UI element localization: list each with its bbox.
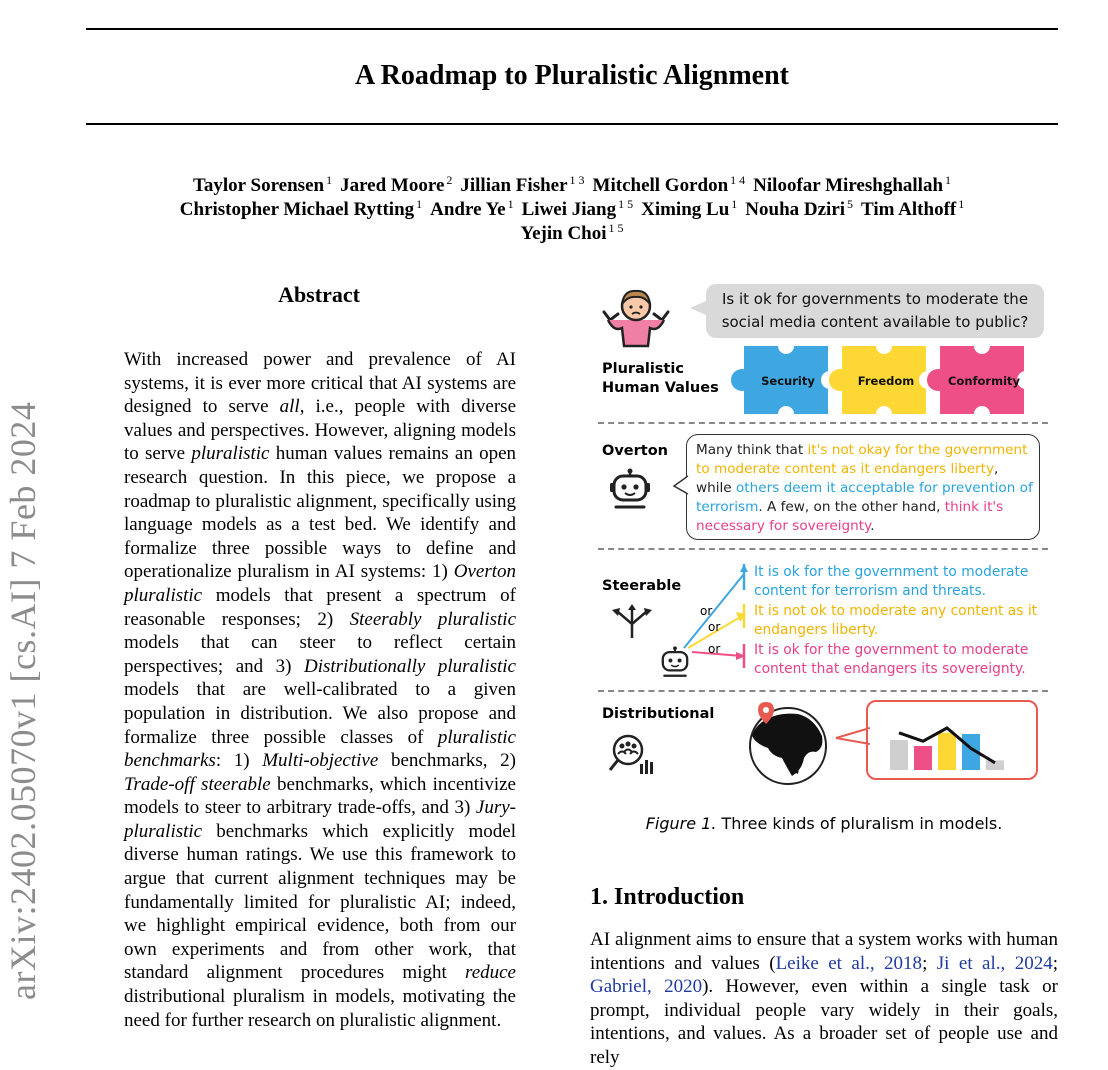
abstract-segment: Overton pluralistic	[124, 561, 516, 606]
author-line-3	[86, 216, 1058, 246]
author-affiliation: 1 5	[618, 197, 634, 211]
author-affiliation: 1	[326, 173, 333, 187]
intro-segment: ). However, even within a single task or prompt, individual people vary widely in their goals, intentions, and values. As a broader set of people use and rely	[590, 976, 1058, 1068]
abstract-segment: reduce	[465, 962, 516, 984]
intro-segment: ;	[1052, 952, 1058, 974]
distribution-bar	[938, 733, 956, 770]
label-overton: Overton	[602, 443, 668, 459]
overton-box-tail	[672, 474, 690, 496]
abstract-segment: all	[279, 396, 300, 418]
paper-title: A Roadmap to Pluralistic Alignment	[354, 60, 789, 91]
label-human-values: Human Values	[602, 380, 719, 396]
author-affiliation: 1 3	[569, 173, 585, 187]
citation-link[interactable]: Gabriel, 2020	[590, 976, 703, 998]
value-label: Security	[761, 374, 815, 388]
steer-option-3: It is ok for the government to moderate content that endangers its sovereignty.	[754, 642, 1029, 677]
overton-segment: , while	[696, 461, 999, 496]
figure-divider-2	[598, 548, 1048, 550]
abstract-segment: Trade-off steerable	[124, 773, 271, 795]
author-name: Andre Ye $^1$	[430, 197, 514, 221]
author-name: Taylor Sorensen $^1$	[192, 173, 333, 197]
abstract-segment: pluralistic benchmarks	[124, 726, 516, 772]
label-pluralistic: Pluralistic	[602, 361, 684, 377]
author-name: Jillian Fisher $^{1 3}$	[460, 173, 585, 197]
figure-divider-3	[598, 690, 1048, 692]
bubble-tail	[688, 298, 708, 318]
label-steerable: Steerable	[602, 578, 682, 594]
author-name: Jared Moore $^2$	[340, 173, 453, 197]
value-puzzle-freedom	[829, 344, 937, 416]
overton-segment: Many think that	[696, 442, 808, 458]
overton-response-text	[696, 441, 1036, 536]
section-heading-introduction: 1. Introduction	[590, 884, 745, 910]
citation-link[interactable]: Leike et al., 2018	[775, 952, 923, 974]
value-label: Conformity	[947, 374, 1021, 388]
abstract-heading: Abstract	[278, 282, 360, 307]
overton-segment: .	[870, 518, 875, 534]
introduction-text	[590, 928, 1058, 1070]
steer-option-2: It is not ok to moderate any content as it endangers liberty.	[754, 603, 1038, 638]
author-affiliation: 1 4	[730, 173, 746, 187]
caption-text: Three kinds of pluralism in models.	[716, 814, 1003, 833]
overton-segment: . A few, on the other hand,	[758, 499, 945, 515]
abstract-segment: Jury-pluralistic	[124, 797, 516, 842]
title-rule-top	[86, 28, 1058, 30]
author-name: Tim Althoff $^1$	[861, 197, 965, 221]
or-label-3: or	[708, 642, 721, 656]
label-distributional: Distributional	[602, 706, 715, 722]
abstract-segment: models that can steer to reflect certain perspectives; and 3)	[124, 632, 516, 677]
split-arrows-icon	[606, 604, 658, 640]
distribution-bar	[890, 740, 908, 770]
value-puzzle-security	[731, 344, 839, 416]
overton-segment: think it's necessary for sovereignty	[696, 499, 1004, 534]
abstract-segment: With increased power and prevalence of AI systems, it is ever more critical that AI systems are designed to serve	[124, 349, 516, 418]
or-label-2: or	[708, 620, 721, 634]
author-name: Niloofar Mireshghallah $^1$	[753, 173, 952, 197]
figure-divider-1	[598, 422, 1048, 424]
arxiv-identifier[interactable]: arXiv:2402.05070v1 [cs.AI] 7 Feb 2024	[3, 401, 43, 1000]
abstract-segment: distributional pluralism in models, motivating the need for further research on pluralistic alignment.	[124, 986, 516, 1031]
abstract-segment: models that are well-calibrated to a given population in distribution. We also propose and formalize three possible classes of	[124, 679, 516, 748]
citation-link[interactable]: Ji et al., 2024	[936, 952, 1053, 974]
author-affiliation: 1	[507, 197, 514, 211]
abstract-segment: , i.e., people with diverse values and perspectives. However, aligning models to serve	[124, 396, 516, 465]
abstract-segment: human values remains an open research question. In this piece, we propose a roadmap to pluralistic alignment, specifically using language models as a test bed. We identify and formalize three possible ways to define and operationalize pluralism in AI systems: 1)	[124, 443, 517, 583]
abstract-segment: pluralistic	[191, 443, 270, 465]
abstract-segment: Multi-objective	[262, 750, 379, 772]
abstract-segment: : 1)	[215, 750, 263, 772]
author-affiliation: 1	[416, 197, 423, 211]
question-text: Is it ok for governments to moderate the social media content available to public?	[721, 290, 1029, 331]
steer-option-1: It is ok for the government to moderate content for terrorism and threats.	[754, 564, 1029, 599]
author-affiliation: 1 5	[608, 221, 624, 235]
puzzle-pieces	[730, 344, 1030, 416]
robot-icon	[608, 468, 652, 510]
author-name: Mitchell Gordon $^{1 4}$	[592, 173, 746, 197]
overton-segment: it's not okay for the government to moderate content as it endangers liberty	[696, 442, 1028, 477]
abstract-text	[124, 348, 516, 1032]
overton-segment: others deem it acceptable for prevention of terrorism	[696, 480, 1033, 515]
value-label: Freedom	[857, 374, 915, 388]
author-name: Liwei Jiang $^{1 5}$	[521, 197, 634, 221]
abstract-segment: Steerably pluralistic	[349, 608, 516, 630]
title-rule-bottom	[86, 123, 1058, 125]
abstract-segment: models that present a spectrum of reasonable responses; 2)	[124, 584, 516, 630]
author-name: Christopher Michael Rytting $^1$	[179, 197, 423, 221]
caption-label: Figure 1.	[645, 814, 717, 833]
figure-caption	[590, 814, 1058, 833]
author-affiliation: 2	[446, 173, 453, 187]
abstract-segment: Distributionally pluralistic	[303, 655, 516, 677]
globe-icon	[742, 700, 832, 786]
abstract-segment: benchmarks which explicitly model diverse human ratings. We use this framework to argue that current alignment techniques may be fundamentally limited for pluralistic AI; indeed, we highlight empirical evidence, both from our own experiments and from other work, that standard alignment procedures might	[124, 820, 516, 984]
abstract-segment: benchmarks, 2)	[378, 750, 516, 772]
author-affiliation: 1	[958, 197, 965, 211]
value-puzzle-conformity	[927, 344, 1030, 416]
author-affiliation: 5	[847, 197, 854, 211]
intro-segment: AI alignment aims to ensure that a system works with human intentions and values (	[590, 929, 1058, 974]
author-name: Ximing Lu $^1$	[641, 197, 738, 221]
author-name: Yejin Choi $^{1 5}$	[520, 221, 624, 245]
population-chart-icon	[608, 732, 658, 776]
distribution-bar	[914, 746, 932, 770]
intro-segment: ;	[922, 952, 937, 974]
person-shrug-icon	[600, 284, 672, 348]
author-affiliation: 1	[945, 173, 952, 187]
abstract-segment: benchmarks, which incentivize models to steer to arbitrary trade-offs, and 3)	[124, 773, 516, 819]
distribution-chart	[868, 702, 1036, 778]
author-name: Nouha Dziri $^5$	[745, 197, 854, 221]
author-affiliation: 1	[731, 197, 738, 211]
or-label-1: or	[700, 604, 713, 618]
dist-box-tail	[834, 724, 870, 748]
